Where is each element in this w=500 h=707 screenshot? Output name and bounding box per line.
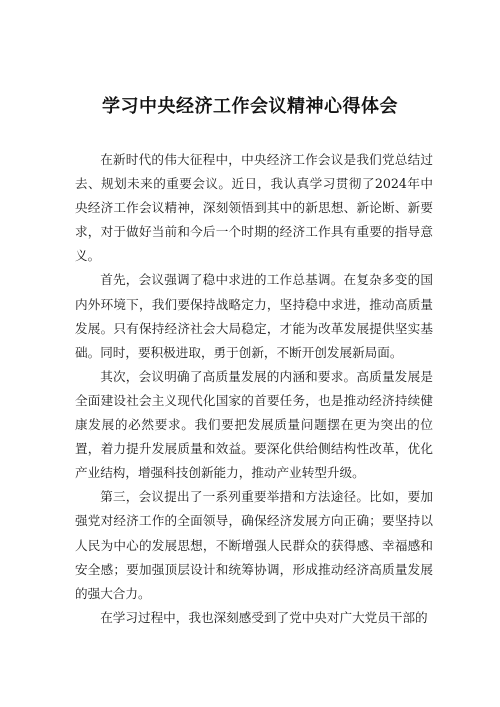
paragraph-intro: 在新时代的伟大征程中，中央经济工作会议是我们党总结过去、规划未来的重要会议。近日，我认真学习贯彻了2024年中央经济工作会议精神，深刻领悟到其中的新思想、新论断、新要求，对于做好当前和今后一个时期的经济工作具有重要的指导意义。	[75, 152, 433, 264]
paragraph-first-point: 首先，会议强调了稳中求进的工作总基调。在复杂多变的国内外环境下，我们要保持战略定力，坚持稳中求进，推动高质量发展。只有保持经济社会大局稳定，才能为改革发展提供坚实基础。同时，要积极进取，勇于创新，不断开创发展新局面。	[75, 272, 433, 360]
document-title: 学习中央经济工作会议精神心得体会	[102, 96, 398, 117]
paragraph-second-point: 其次，会议明确了高质量发展的内涵和要求。高质量发展是全面建设社会主义现代化国家的首要任务，也是推动经济持续健康发展的必然要求。我们要把发展质量问题摆在更为突出的位置，着力提升发展质量和效益。要深化供给侧结构性改革，优化产业结构，增强科技创新能力，推动产业转型升级。	[75, 368, 433, 481]
document-body	[75, 148, 433, 630]
paragraph-reflection: 在学习过程中，我也深刻感受到了党中央对广大党员干部的	[100, 609, 428, 625]
paragraph-third-point: 第三，会议提出了一系列重要举措和方法途径。比如，要加强党对经济工作的全面领导，确保经济发展方向正确；要坚持以人民为中心的发展思想，不断增强人民群众的获得感、幸福感和安全感；要加强顶层设计和统筹协调，形成推动经济高质量发展的强大合力。	[75, 489, 433, 601]
